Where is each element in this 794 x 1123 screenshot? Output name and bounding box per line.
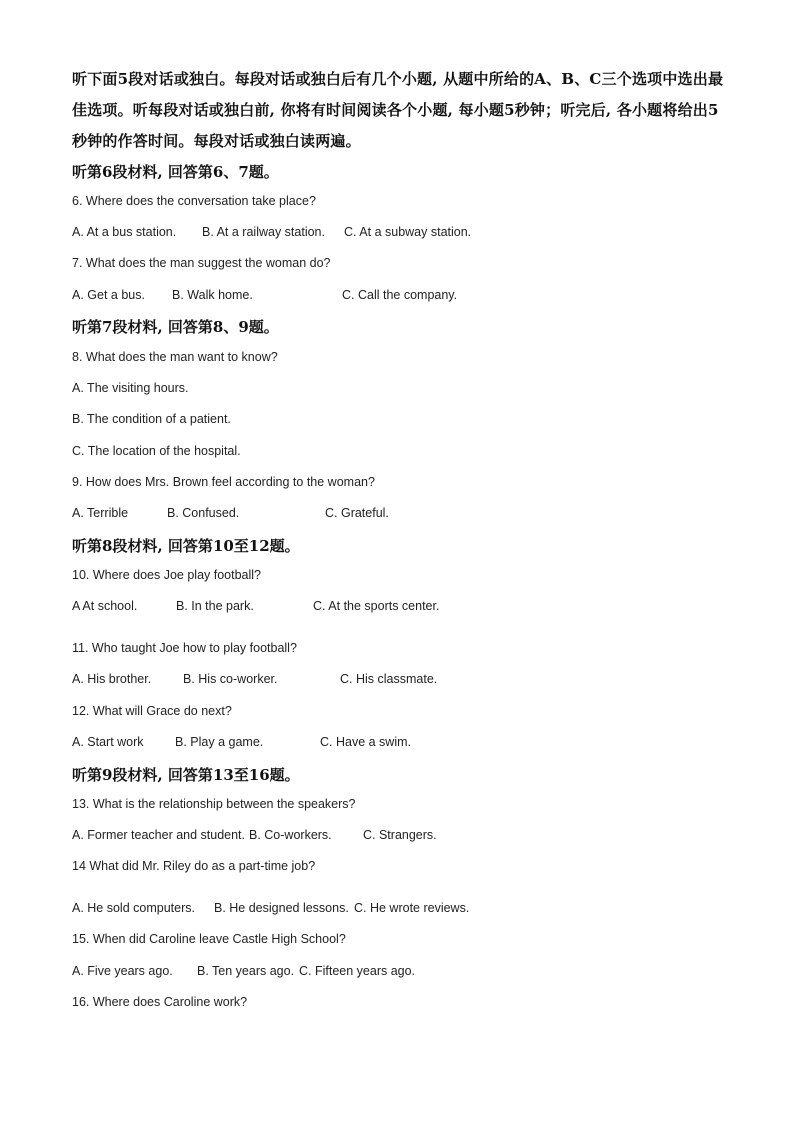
option-14a: A. He sold computers. [72,901,195,915]
option-15b: B. Ten years ago. [197,964,295,978]
question-12: 12. What will Grace do next? [72,704,232,718]
option-6a: A. At a bus station. [72,225,177,239]
option-13a: A. Former teacher and student. [72,828,246,842]
option-15c: C. Fifteen years ago. [299,964,416,978]
option-8b: B. The condition of a patient. [72,412,231,426]
section-heading-9: 听第9段材料, 回答第13至16题。 [72,766,300,784]
option-14c: C. He wrote reviews. [354,901,470,915]
section-heading-6: 听第6段材料, 回答第6、7题。 [72,163,279,181]
option-13b: B. Co-workers. [249,828,332,842]
question-11: 11. Who taught Joe how to play football? [72,641,297,655]
section-heading-8: 听第8段材料, 回答第10至12题。 [72,537,300,555]
question-15: 15. When did Caroline leave Castle High School? [72,932,346,946]
option-7a: A. Get a bus. [72,288,145,302]
section-heading-7: 听第7段材料, 回答第8、9题。 [72,318,279,336]
option-6c: C. At a subway station. [344,225,472,239]
option-12c: C. Have a swim. [320,735,411,749]
option-8c: C. The location of the hospital. [72,444,241,458]
option-10a: A At school. [72,599,138,613]
option-10b: B. In the park. [176,599,254,613]
option-6b: B. At a railway station. [202,225,325,239]
option-9c: C. Grateful. [325,506,389,520]
question-16: 16. Where does Caroline work? [72,995,248,1009]
option-10c: C. At the sports center. [313,599,440,613]
listening-instructions: 听下面5段对话或独白。每段对话或独白后有几个小题, 从题中所给的A、B、C三个选项中选出最佳选项。听每段对话或独白前, 你将有时间阅读各个小题, 每小题5秒钟；听完后, 各小题将给出5秒钟的作答时间。每段对话或独白读两遍。 [72,70,724,150]
option-12a: A. Start work [72,735,144,749]
option-7b: B. Walk home. [172,288,253,302]
option-9b: B. Confused. [167,506,240,520]
question-9: 9. How does Mrs. Brown feel according to the woman? [72,475,375,489]
option-15a: A. Five years ago. [72,964,173,978]
option-11c: C. His classmate. [340,672,438,686]
option-12b: B. Play a game. [175,735,264,749]
option-7c: C. Call the company. [342,288,458,302]
question-7: 7. What does the man suggest the woman do? [72,256,331,270]
question-13: 13. What is the relationship between the speakers? [72,797,356,811]
option-11b: B. His co-worker. [183,672,278,686]
option-11a: A. His brother. [72,672,152,686]
option-13c: C. Strangers. [363,828,437,842]
option-8a: A. The visiting hours. [72,381,189,395]
question-14: 14 What did Mr. Riley do as a part-time job? [72,859,316,873]
question-10: 10. Where does Joe play football? [72,568,262,582]
option-9a: A. Terrible [72,506,129,520]
question-8: 8. What does the man want to know? [72,350,278,364]
question-6: 6. Where does the conversation take place? [72,194,316,208]
option-14b: B. He designed lessons. [214,901,349,915]
